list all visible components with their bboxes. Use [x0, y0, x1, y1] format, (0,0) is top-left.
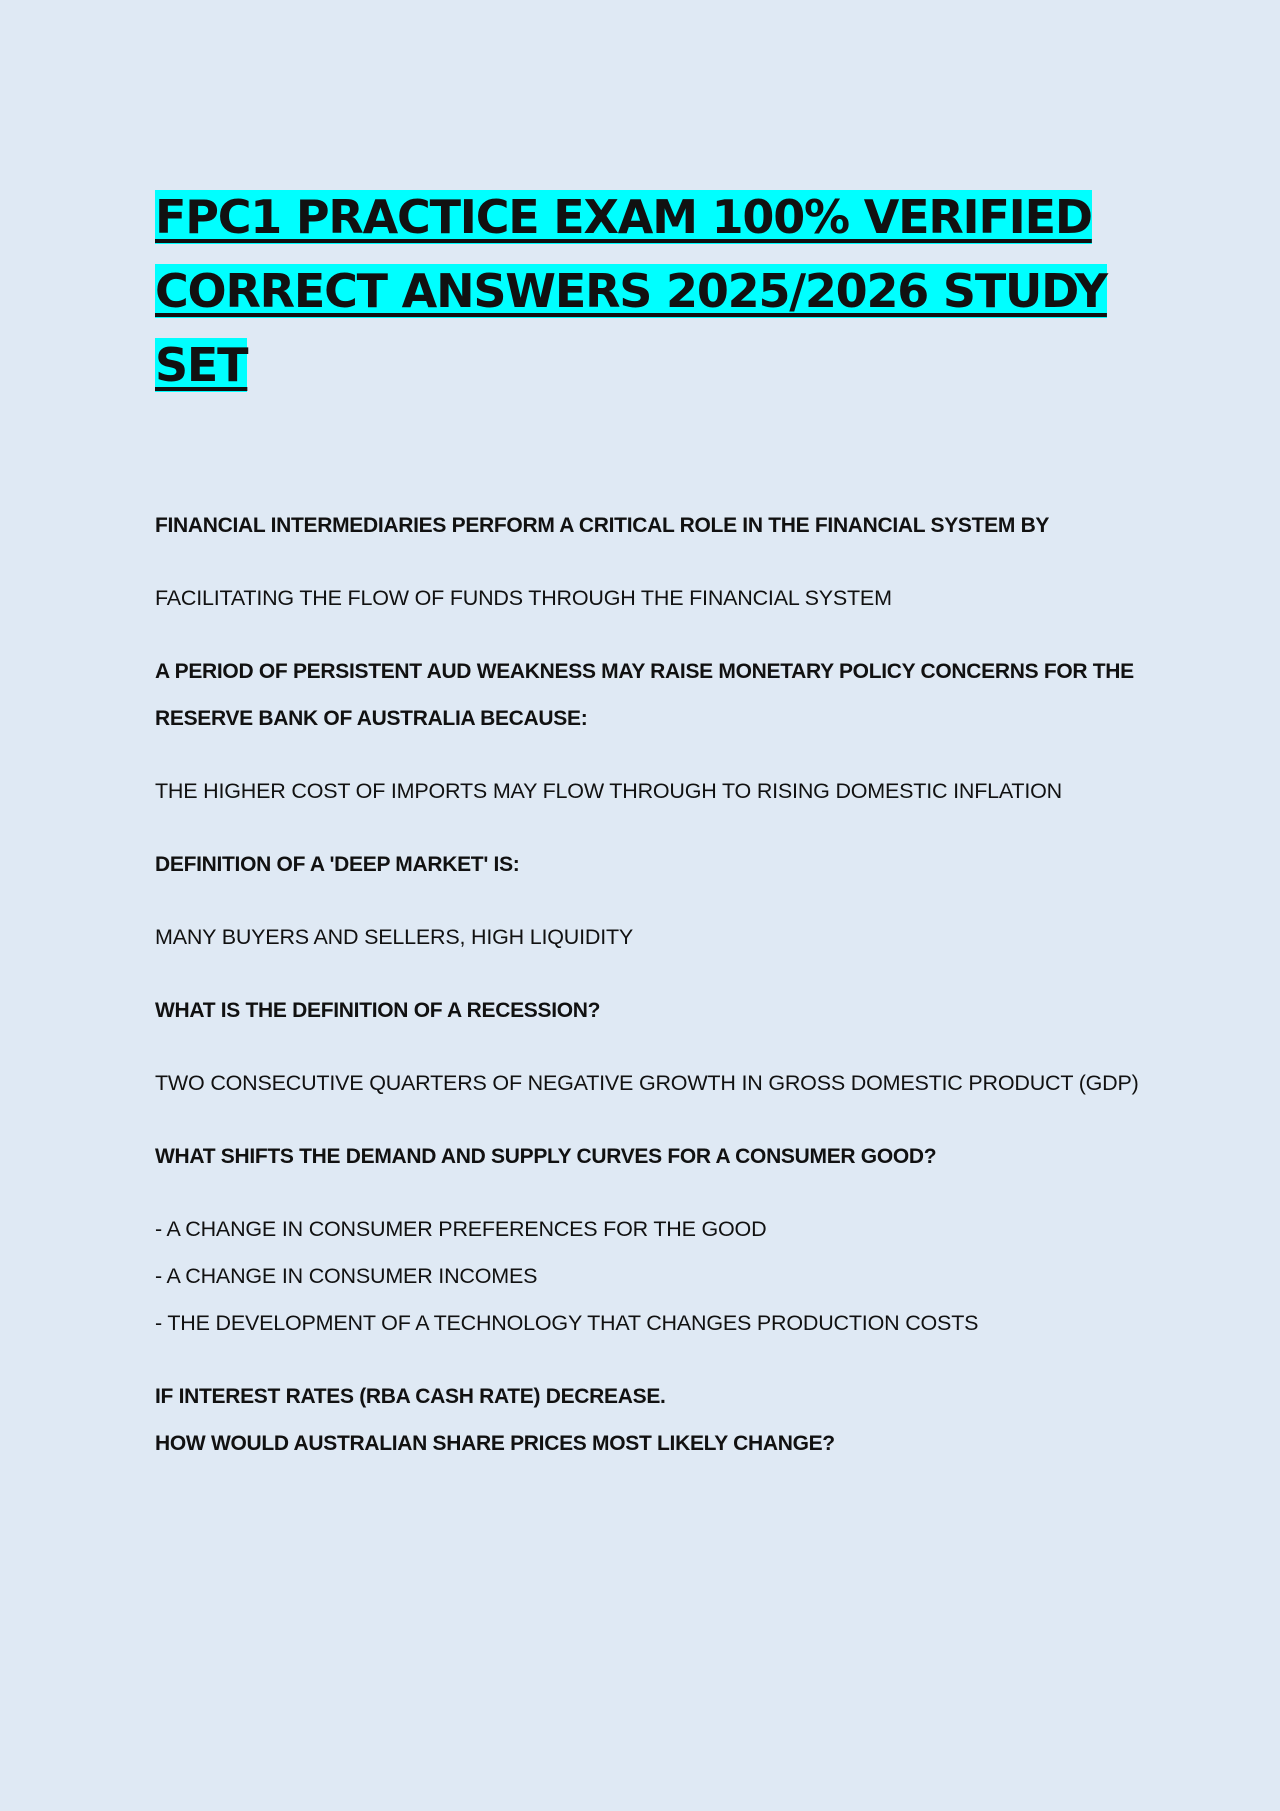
document-page [155, 180, 1145, 1467]
spacer [155, 1107, 1145, 1133]
spacer [155, 961, 1145, 987]
answer-1 [155, 575, 1145, 622]
answer-1-line-1: FACILITATING THE FLOW OF FUNDS THROUGH THE FINANCIAL SYSTEM [155, 586, 892, 610]
answer-5-line-2: - A CHANGE IN CONSUMER INCOMES [155, 1264, 538, 1288]
answer-4-line-1: TWO CONSECUTIVE QUARTERS OF NEGATIVE GROWTH IN GROSS DOMESTIC PRODUCT (GDP) [155, 1071, 1139, 1095]
spacer [155, 815, 1145, 841]
question-2: A PERIOD OF PERSISTENT AUD WEAKNESS MAY RAISE MONETARY POLICY CONCERNS FOR THE RESERVE BANK OF AUSTRALIA BECAUSE: [155, 660, 1134, 730]
answer-3 [155, 914, 1145, 961]
spacer [155, 742, 1145, 768]
answer-2-line-1: THE HIGHER COST OF IMPORTS MAY FLOW THROUGH TO RISING DOMESTIC INFLATION [155, 779, 1062, 803]
question-1: FINANCIAL INTERMEDIARIES PERFORM A CRITICAL ROLE IN THE FINANCIAL SYSTEM BY [155, 514, 1050, 537]
answer-5-line-1: - A CHANGE IN CONSUMER PREFERENCES FOR THE GOOD [155, 1217, 767, 1241]
spacer [155, 888, 1145, 914]
answer-2 [155, 768, 1145, 815]
answer-3-line-1: MANY BUYERS AND SELLERS, HIGH LIQUIDITY [155, 925, 634, 949]
answer-5-line-3: - THE DEVELOPMENT OF A TECHNOLOGY THAT CHANGES PRODUCTION COSTS [155, 1311, 979, 1335]
answer-4 [155, 1060, 1145, 1107]
question-5: WHAT SHIFTS THE DEMAND AND SUPPLY CURVES FOR A CONSUMER GOOD? [155, 1145, 937, 1168]
question-6 [155, 1373, 1145, 1467]
spacer [155, 1347, 1145, 1373]
document-title [155, 180, 1145, 402]
spacer [155, 622, 1145, 648]
question-6-line-1: IF INTEREST RATES (RBA CASH RATE) DECREASE. [155, 1385, 666, 1408]
spacer [155, 549, 1145, 575]
question-6-line-2: HOW WOULD AUSTRALIAN SHARE PRICES MOST LIKELY CHANGE? [155, 1432, 835, 1455]
spacer [155, 1180, 1145, 1206]
question-3: DEFINITION OF A 'DEEP MARKET' IS: [155, 853, 520, 876]
document-title-text: FPC1 PRACTICE EXAM 100% VERIFIED CORRECT ANSWERS 2025/2026 STUDY SET [155, 190, 1107, 392]
spacer [155, 1034, 1145, 1060]
answer-5 [155, 1206, 1145, 1347]
question-4: WHAT IS THE DEFINITION OF A RECESSION? [155, 999, 601, 1022]
qa-list [155, 502, 1145, 1467]
